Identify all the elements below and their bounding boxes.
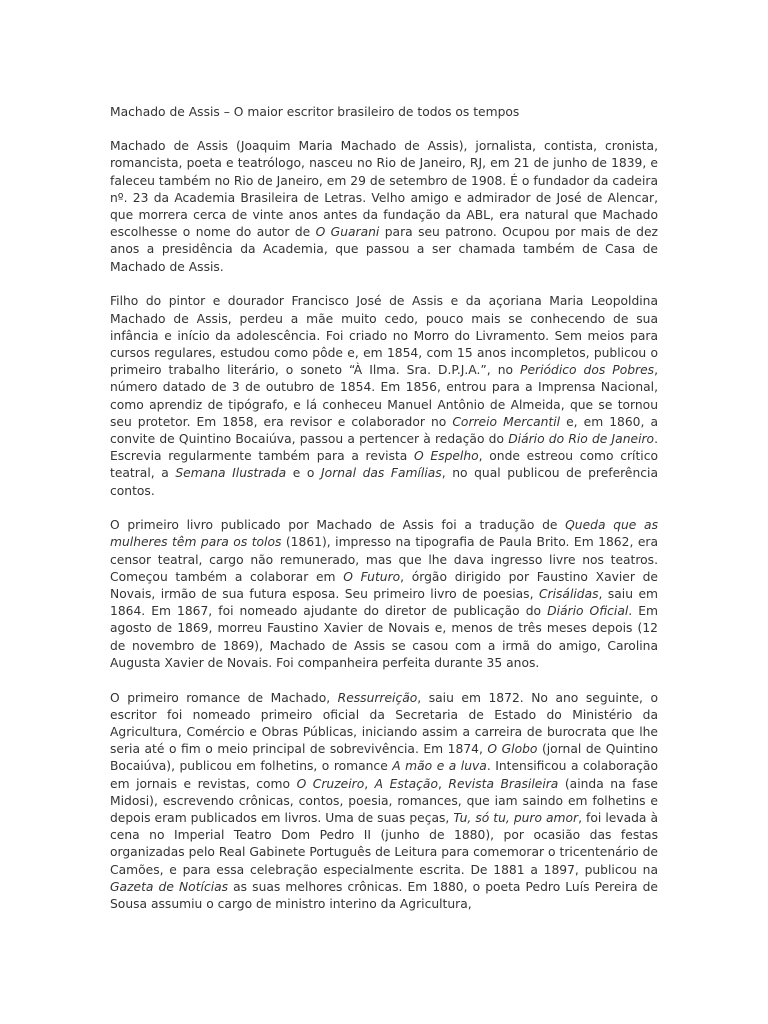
document-page: [110, 104, 658, 931]
paragraph-text: e, em 1860, a convite de Quintino Bocaiúva, passou a pertencer à redação do: [110, 414, 658, 446]
paragraph-text: , foi levada à cena no Imperial Teatro Dom Pedro II (junho de 1880), por ocasião das festas organizadas pelo Real Gabinete Português de Leitura para comemorar o tricentenário de Camões, e para essa celebração especialmente escrita. De 1881 a 1897, publicou na: [110, 811, 658, 877]
paragraph-text: (1861), impresso na tipografia de Paula Brito. Em 1862, era censor teatral, cargo não remunerado, mas que lhe dava ingresso livre nos teatros. Começou também a colaborar em: [110, 535, 658, 584]
italic-title-text: Ressurreição: [337, 690, 418, 705]
paragraph-text: ,: [364, 776, 375, 791]
italic-title-text: O Globo: [487, 742, 538, 757]
paragraph-text: Filho do pintor e dourador Francisco José de Assis e da açoriana Maria Leopoldina Machado de Assis, perdeu a mãe muito cedo, pouco mais se conhecendo de sua infância e início da adolescência. Foi criado no Morro do Livramento. Sem meios para cursos regulares, estudou como pôde e, em 1854, com 15 anos incompletos, publicou o primeiro trabalho literário, o soneto “À Ilma. Sra. D.P.J.A.”, no: [110, 294, 658, 378]
italic-title-text: Revista Brasileira: [448, 776, 559, 791]
italic-title-text: O Guarani: [315, 225, 380, 240]
paragraph-text: . Escrevia regularmente também para a revista: [110, 431, 658, 464]
paragraph-text: O primeiro romance de Machado,: [110, 690, 338, 705]
paragraph-text: as suas melhores crônicas. Em 1880, o poeta Pedro Luís Pereira de Sousa assumiu o cargo de ministro interino da Agricultura,: [110, 879, 658, 912]
paragraph-text: O primeiro livro publicado por Machado de Assis foi a tradução de: [110, 518, 566, 533]
paragraph-text: , onde estreou como crítico teatral, a: [110, 449, 658, 481]
italic-title-text: Correio Mercantil: [452, 414, 561, 429]
italic-title-text: Diário Oficial: [547, 604, 629, 619]
paragraph-text: , órgão dirigido por Faustino Xavier de Novais, irmão de sua futura esposa. Seu primeiro livro de poesias,: [110, 569, 658, 602]
paragraph-text: (jornal de Quintino Bocaiúva), publicou em folhetins, o romance: [110, 742, 658, 774]
paragraph-text: (ainda na fase Midosi), escrevendo crônicas, contos, poesia, romances, que iam saindo em folhetins e depois eram publicados em livros. Uma de suas peças,: [110, 776, 658, 826]
paragraph-4: [110, 690, 658, 914]
italic-title-text: O Cruzeiro: [296, 776, 365, 791]
document-title: Machado de Assis – O maior escritor brasileiro de todos os tempos: [110, 105, 520, 119]
italic-title-text: Queda que as mulheres têm para os tolos: [110, 518, 658, 550]
paragraph-text: , número datado de 3 de outubro de 1854. Em 1856, entrou para a Imprensa Nacional, como aprendiz de tipógrafo, e lá conheceu Manuel Antônio de Almeida, que se tornou seu protetor. Em 1858, era revisor e colaborador no: [110, 363, 658, 429]
italic-title-text: Semana Ilustrada: [175, 466, 287, 481]
paragraph-text: , saiu em 1864. Em 1867, foi nomeado ajudante do diretor de publicação do: [110, 587, 658, 619]
paragraph-text: , no qual publicou de preferência contos.: [110, 466, 659, 498]
italic-title-text: Periódico dos Pobres: [520, 363, 655, 378]
paragraph-text: Machado de Assis (Joaquim Maria Machado de Assis), jornalista, contista, cronista, romancista, poeta e teatrólogo, nasceu no Rio de Janeiro, RJ, em 21 de junho de 1839, e faleceu também no Rio de Janeiro, em 29 de setembro de 1908. É o fundador da cadeira nº. 23 da Academia Brasileira de Letras. Velho amigo e admirador de José de Alencar, que morrera cerca de vinte anos antes da fundação da ABL, era natural que Machado escolhesse o nome do autor de: [110, 139, 658, 240]
paragraph-text: e o: [286, 466, 322, 481]
paragraph-text: . Em agosto de 1869, morreu Faustino Xavier de Novais e, menos de três meses depois (12 de novembro de 1869), Machado de Assis se casou com a irmã do amigo, Carolina Augusta Xavier de Novais. Foi companheira perfeita durante 35 anos.: [110, 604, 658, 670]
italic-title-text: Tu, só tu, puro amor: [453, 811, 579, 826]
italic-title-text: O Espelho: [414, 449, 479, 464]
italic-title-text: Crisálidas: [538, 587, 599, 602]
paragraph-text: ,: [437, 776, 449, 791]
italic-title-text: Diário do Rio de Janeiro: [508, 431, 655, 446]
italic-title-text: Gazeta de Notícias: [110, 879, 229, 894]
paragraph-text: para seu patrono. Ocupou por mais de dez anos a presidência da Academia, que passou a ser chamada também de Casa de Machado de Assis.: [110, 225, 658, 274]
italic-title-text: Jornal das Famílias: [321, 466, 442, 481]
paragraph-1: [110, 138, 658, 276]
italic-title-text: A Estação: [374, 776, 438, 791]
paragraph-2: [110, 293, 658, 499]
paragraph-3: [110, 517, 658, 672]
italic-title-text: O Futuro: [343, 569, 401, 584]
italic-title-text: A mão e a luva: [392, 759, 487, 774]
paragraph-text: . Intensificou a colaboração em jornais e revistas, como: [110, 759, 658, 791]
paragraph-text: , saiu em 1872. No ano seguinte, o escritor foi nomeado primeiro oficial da Secretaria de Estado do Ministério da Agricultura, Comércio e Obras Públicas, iniciando assim a carreira de burocrata que lhe seria até o fim o meio principal de sobrevivência. Em 1874,: [110, 690, 658, 757]
